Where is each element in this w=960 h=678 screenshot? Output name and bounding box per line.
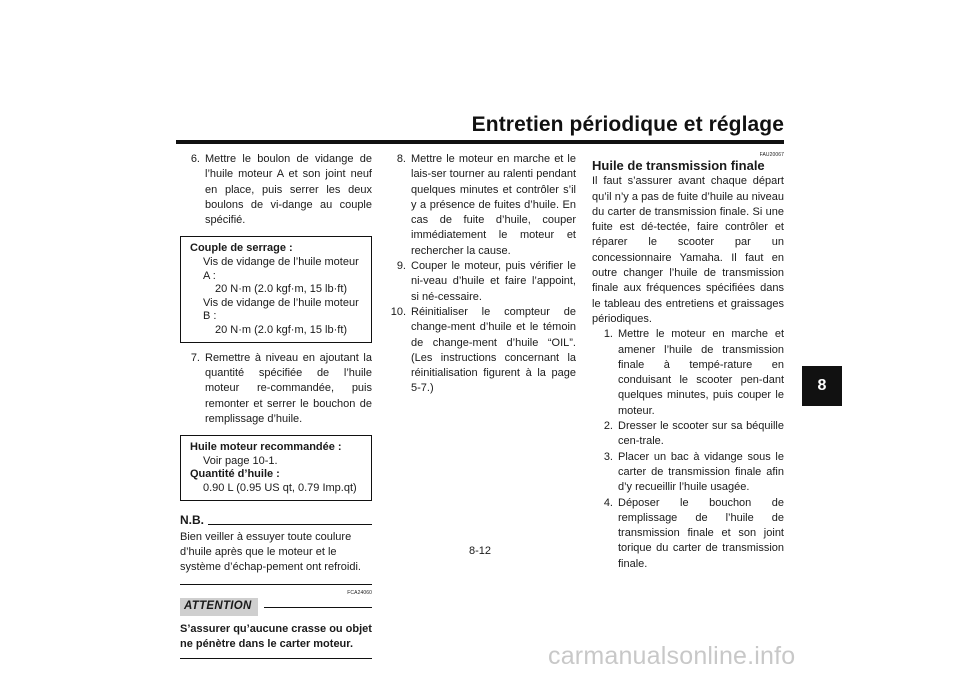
attention-end-rule — [180, 658, 372, 659]
step-7 — [180, 351, 372, 427]
step-number: 10. — [390, 305, 406, 318]
attention-badge: ATTENTION — [180, 598, 258, 615]
torque-line-a: Vis de vidange de l’huile moteur A : — [203, 256, 359, 282]
attention-rule — [264, 607, 372, 608]
section-title: Huile de transmission finale — [592, 158, 765, 173]
attention-header — [180, 598, 372, 615]
note-text: Bien veiller à essuyer toute coulure d’huile après que le moteur et le système d’échap-pement ont refroidi. — [180, 530, 361, 574]
note-rule — [208, 524, 372, 525]
section-code: FAU20067 — [759, 152, 784, 158]
torque-spec-box — [180, 236, 372, 342]
step-1 — [592, 327, 784, 419]
attention-text: S’assurer qu’aucune crasse ou objet ne pénètre dans le carter moteur. — [180, 622, 372, 650]
step-8 — [386, 152, 576, 259]
attention-code: FCA24060 — [347, 590, 372, 597]
page-title: Entretien périodique et réglage — [471, 113, 784, 136]
step-6 — [180, 152, 372, 228]
step-text: Couper le moteur, puis vérifier le ni-veau d’huile et faire l’appoint, si né-cessaire. — [411, 260, 576, 303]
step-text: Mettre le boulon de vidange de l’huile moteur A et son joint neuf en place, puis serrer les deux boulons de vi-dange au couple spécifié. — [205, 153, 372, 227]
step-10 — [386, 305, 576, 397]
section-intro: Il faut s’assurer avant chaque départ qu’il n’y a pas de fuite d’huile au niveau du carter de transmission finale. Si une fuite est dé-tectée, faire contrôler et réparer le scooter par un concessionnaire Yamaha. Il faut en outre changer l’huile de transmission finale aux fréquences spécifiées dans le tableau des entretiens et graissages périodiques. — [592, 175, 784, 325]
step-text: Placer un bac à vidange sous le carter de transmission finale afin d’y recueillir l’huile usagée. — [618, 450, 784, 494]
column-1 — [180, 152, 372, 659]
step-number: 2. — [603, 420, 613, 433]
oil-quantity-label: Quantité d’huile : — [190, 468, 280, 481]
step-text: Mettre le moteur en marche et amener l’huile de transmission finale à tempé-rature en conduisant le scooter pen-dant quelques minutes, puis couper le moteur. — [618, 328, 784, 417]
step-number: 9. — [396, 260, 406, 273]
note-title: N.B. — [180, 512, 204, 527]
step-text: Mettre le moteur en marche et le lais-ser tourner au ralenti pendant quelques minutes et contrôler s’il y a présence de fuites d’huile. En cas de fuite d’huile, couper immédiatement le moteur et rechercher la cause. — [411, 153, 576, 257]
torque-line-b: Vis de vidange de l’huile moteur B : — [203, 296, 359, 323]
note-end-rule — [180, 584, 372, 585]
step-3 — [592, 450, 784, 496]
oil-spec-box — [180, 435, 372, 500]
column-3 — [592, 152, 784, 572]
torque-label: Couple de serrage : — [190, 242, 293, 255]
step-number: 3. — [603, 450, 613, 463]
oil-reference: Voir page 10-1. — [203, 454, 278, 467]
watermark: carmanualsonline.info — [548, 642, 796, 670]
chapter-tab: 8 — [802, 366, 842, 406]
step-9 — [386, 259, 576, 305]
torque-value-b: 20 N·m (2.0 kgf·m, 15 lb·ft) — [215, 324, 348, 337]
step-text: Dresser le scooter sur sa béquille cen-trale. — [618, 420, 784, 448]
step-4 — [592, 496, 784, 572]
column-2 — [386, 152, 576, 397]
header-rule — [176, 140, 784, 144]
step-text: Déposer le bouchon de remplissage de l’huile de transmission finale et son joint torique du carter de transmission finale. — [618, 496, 784, 570]
step-number: 7. — [190, 351, 200, 364]
note-header — [180, 514, 372, 527]
step-text: Remettre à niveau en ajoutant la quantité spécifiée de l’huile moteur re-commandée, puis remonter et serrer le bouchon de remplissage d’huile. — [205, 351, 372, 425]
oil-quantity-value: 0.90 L (0.95 US qt, 0.79 Imp.qt) — [203, 481, 357, 494]
torque-value-a: 20 N·m (2.0 kgf·m, 15 lb·ft) — [215, 283, 348, 296]
step-number: 4. — [603, 496, 613, 509]
step-text: Réinitialiser le compteur de change-ment d’huile et le témoin de change-ment d’huile “OIL”. (Les instructions concernant la réinitialisation figurent à la page 5-7.) — [411, 305, 576, 395]
step-number: 1. — [603, 328, 613, 341]
page-number: 8-12 — [468, 545, 492, 557]
step-number: 8. — [396, 153, 406, 165]
step-2 — [592, 419, 784, 450]
step-number: 6. — [190, 153, 200, 165]
oil-label: Huile moteur recommandée : — [190, 441, 342, 454]
